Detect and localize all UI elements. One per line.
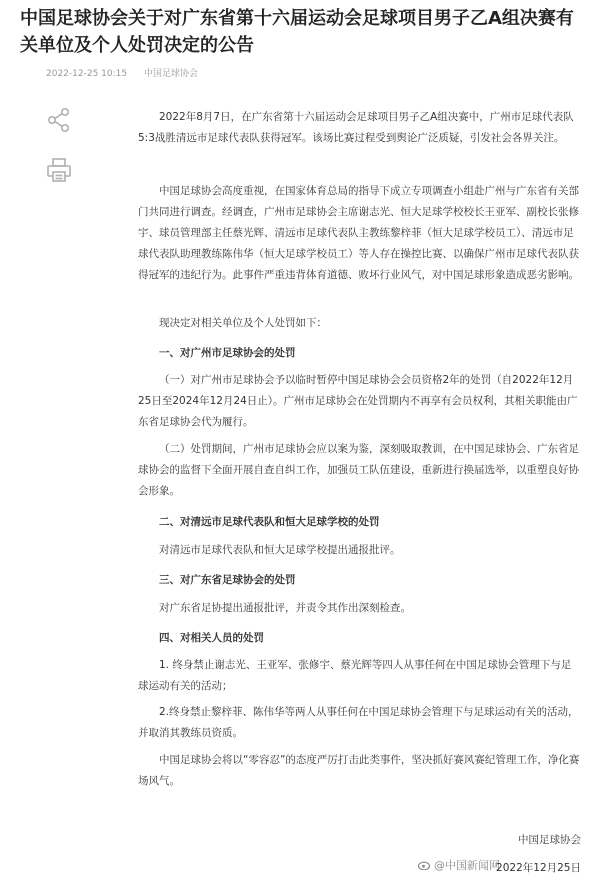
paragraph-9-block [138,702,581,744]
signature: 中国足球协会 [518,834,581,846]
paragraph-lifetime-ban-2: 2.终身禁止黎梓菲、陈伟华等两人从事任何在中国足球协会管理下与足球运动有关的活动，并取消其教练员资质。 [138,706,579,739]
section-heading-individuals: 四、对相关人员的处罚 [159,632,264,644]
penalty-2-block [138,439,581,502]
article-source[interactable]: 中国足球协会 [143,69,198,79]
heading-2-block [138,512,581,533]
paragraph-10-block [138,750,581,792]
print-icon[interactable] [46,157,72,183]
penalty-1-block [138,370,581,433]
paragraph-intro-block [138,313,581,334]
paragraph-incident: 2022年8月7日，在广东省第十六届运动会足球项目男子乙A组决赛中，广州市足球代表队5:3战胜清远市足球代表队获得冠军。该场比赛过程受到舆论广泛质疑，引发社会各界关注。 [138,111,574,144]
paragraph-7-block [138,598,581,619]
watermark-text: @中国新闻网 [434,859,500,872]
article-meta [46,66,212,79]
paragraph-zero-tolerance: 中国足球协会将以“零容忍”的态度严厉打击此类事件，坚决抓好赛风赛纪管理工作，净化赛场风气。 [138,754,580,787]
signature-block [138,830,581,851]
paragraph-penalty-rectification: （二）处罚期间，广州市足球协会应以案为鉴，深刻吸取教训，在中国足球协会、广东省足球协会的监督下全面开展自查自纠工作，加强员工队伍建设，重新进行换届选举，以重塑良好协会形象。 [138,443,579,497]
section-heading-guangdong: 三、对广东省足球协会的处罚 [159,574,296,586]
sign-date: 2022年12月25日 [496,862,581,874]
paragraph-investigation-block [138,181,581,286]
paragraph-decision-intro: 现决定对相关单位及个人处罚如下： [159,317,327,329]
paragraph-qingyuan-criticism: 对清远市足球代表队和恒大足球学校提出通报批评。 [159,544,401,556]
article-body [138,107,581,149]
heading-4-block [138,628,581,649]
paragraph-6-block [138,540,581,561]
paragraph-lifetime-ban-1: 1. 终身禁止谢志光、王亚军、张修宇、蔡光辉等四人从事任何在中国足球协会管理下与足球运动有关的活动； [138,659,572,692]
publish-date: 2022-12-25 10:15 [46,69,128,79]
heading-1-block [138,343,581,364]
paragraph-penalty-suspension: （一）对广州市足球协会予以临时暂停中国足球协会会员资格2年的处罚（自2022年12月25日至2024年12月24日止）。广州市足球协会在处罚期内不再享有会员权利，其相关职能由广东省足球协会代为履行。 [138,374,578,428]
section-heading-qingyuan: 二、对清远市足球代表队和恒大足球学校的处罚 [159,516,380,528]
heading-3-block [138,570,581,591]
share-icon[interactable] [46,107,72,133]
section-heading-guangzhou: 一、对广州市足球协会的处罚 [159,347,296,359]
paragraph-guangdong-criticism: 对广东省足协提出通报批评，并责令其作出深刻检查。 [159,602,411,614]
article-title: 中国足球协会关于对广东省第十六届运动会足球项目男子乙A组决赛有关单位及个人处罚决定的公告 [20,8,574,56]
sign-date-block [138,858,581,879]
paragraph-8-block [138,655,581,697]
paragraph-investigation: 中国足球协会高度重视，在国家体育总局的指导下成立专项调查小组赴广州与广东省有关部门共同进行调查。经调查，广州市足球协会主席谢志光、恒大足球学校校长王亚军、副校长张修宇、球员管理部主任蔡光辉、清远市足球代表队主教练黎梓菲（恒大足球学校员工）、清远市足球代表队助理教练陈伟华（恒大足球学校员工）等人存在操控比赛、以确保广州市足球代表队获得冠军的违纪行为。此事件严重违背体育道德、败坏行业风气，对中国足球形象造成恶劣影响。 [138,185,579,281]
